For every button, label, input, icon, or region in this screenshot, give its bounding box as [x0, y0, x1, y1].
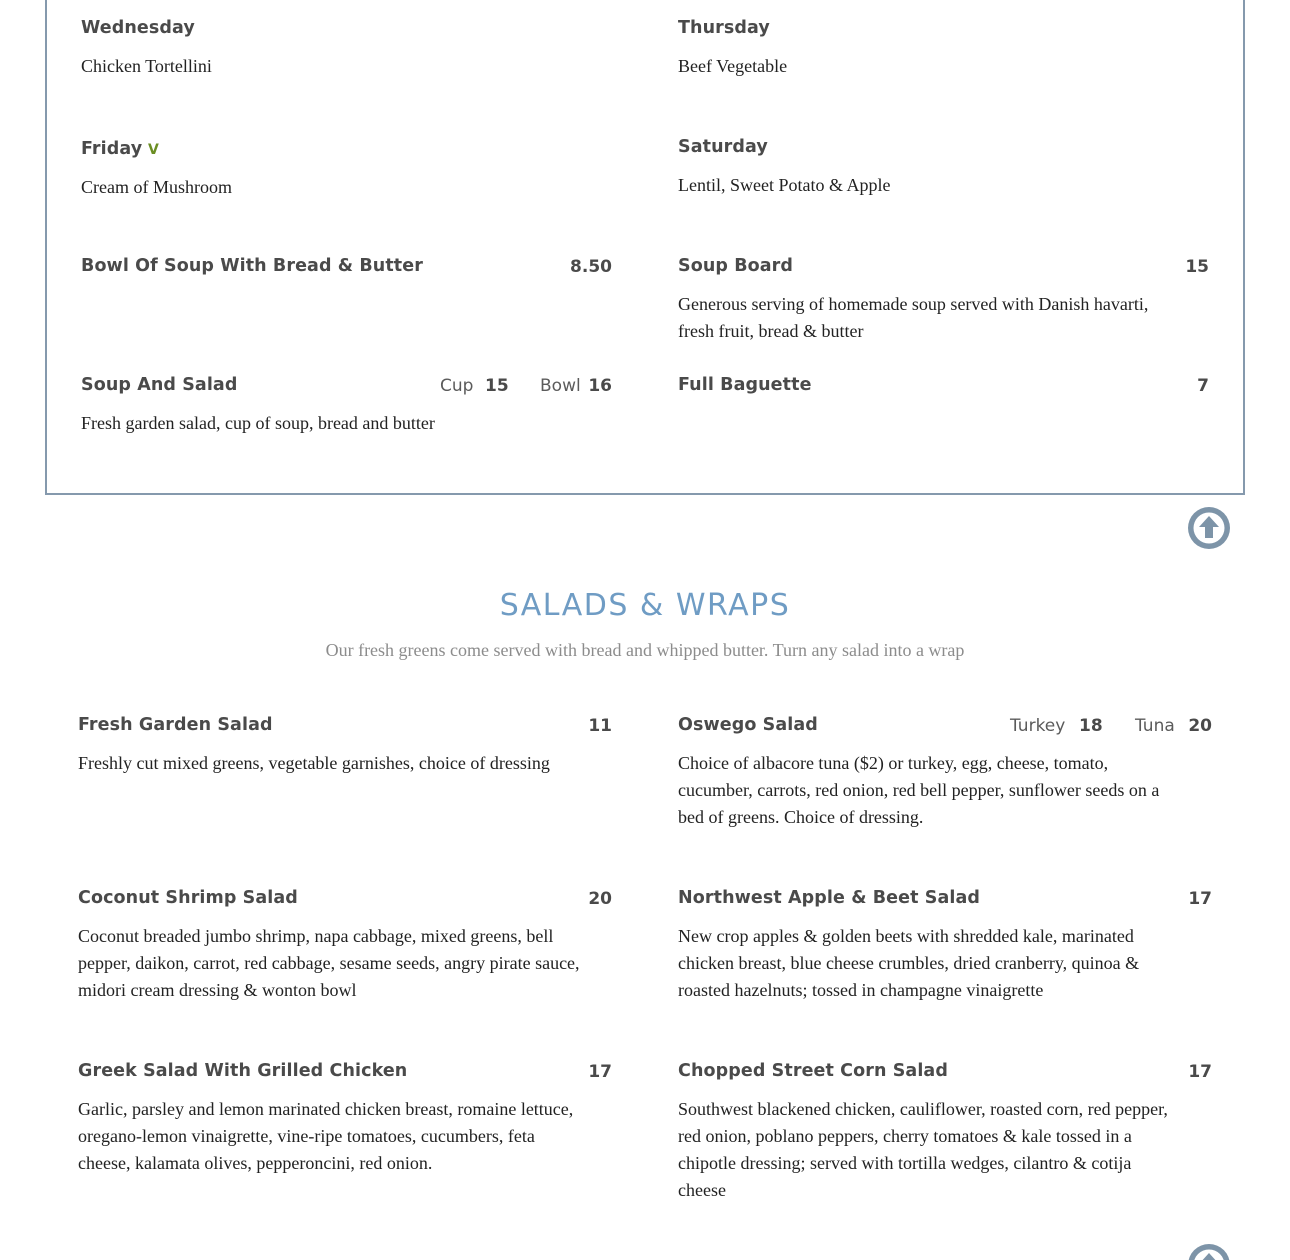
turkey-label: Turkey [1010, 716, 1066, 736]
bowl-label: Bowl [540, 376, 581, 396]
item-name: Oswego Salad [678, 715, 818, 735]
soup-name: Cream of Mushroom [81, 177, 232, 197]
soup-name: Chicken Tortellini [81, 56, 212, 76]
item-description: Southwest blackened chicken, cauliflower, roasted corn, red pepper, red onion, poblano peppers, cherry tomatoes & kale tossed in a chipotle dressing; served with tortilla wedges, cilantro & cotija cheese [678, 1099, 1168, 1200]
item-description: New crop apples & golden beets with shredded kale, marinated chicken breast, blue cheese crumbles, dried cranberry, quinoa & roasted hazelnuts; tossed in champagne vinaigrette [678, 926, 1140, 1000]
arrow-up-circle-icon [1188, 507, 1230, 549]
item-name: Bowl Of Soup With Bread & Butter [81, 256, 423, 276]
item-name: Soup And Salad [81, 375, 238, 395]
item-name: Coconut Shrimp Salad [78, 888, 298, 908]
item-description: Generous serving of homemade soup served with Danish havarti, fresh fruit, bread & butter [678, 294, 1149, 341]
item-price: 15 [1185, 257, 1209, 277]
scroll-to-top-button[interactable] [1188, 1244, 1230, 1260]
soup-day-title: Thursday [678, 18, 770, 38]
cup-price: 15 [485, 376, 509, 396]
item-price: 17 [1188, 889, 1212, 909]
item-description: Fresh garden salad, cup of soup, bread and butter [81, 413, 435, 433]
vegetarian-badge: V [148, 142, 159, 158]
section-subtitle: Our fresh greens come served with bread and whipped butter. Turn any salad into a wrap [325, 640, 965, 660]
soup-name: Beef Vegetable [678, 56, 788, 76]
item-price: 11 [588, 716, 612, 736]
item-price: 20 [588, 889, 612, 909]
item-description: Garlic, parsley and lemon marinated chicken breast, romaine lettuce, oregano-lemon vinaigrette, vine-ripe tomatoes, cucumbers, feta cheese, kalamata olives, pepperoncini, red onion. [78, 1099, 574, 1173]
item-name: Fresh Garden Salad [78, 715, 273, 735]
item-name: Soup Board [678, 256, 794, 276]
scroll-to-top-button[interactable] [1188, 507, 1230, 549]
tuna-price: 20 [1188, 716, 1212, 736]
soup-day-title: Saturday [678, 137, 768, 157]
item-price: 17 [588, 1062, 612, 1082]
tuna-label: Tuna [1135, 716, 1175, 736]
item-price: 8.50 [570, 257, 612, 277]
item-price: 7 [1197, 376, 1209, 396]
item-name: Full Baguette [678, 375, 812, 395]
item-description: Coconut breaded jumbo shrimp, napa cabbage, mixed greens, bell pepper, daikon, carrot, red cabbage, sesame seeds, angry pirate sauce, midori cream dressing & wonton bowl [78, 926, 580, 1000]
soup-name: Lentil, Sweet Potato & Apple [678, 175, 891, 195]
item-name: Chopped Street Corn Salad [678, 1061, 948, 1081]
item-name: Greek Salad With Grilled Chicken [78, 1061, 408, 1081]
cup-label: Cup [440, 376, 474, 396]
bowl-price: 16 [588, 376, 612, 396]
item-description: Choice of albacore tuna ($2) or turkey, egg, cheese, tomato, cucumber, carrots, red onion, red bell pepper, sunflower seeds on a bed of greens. Choice of dressing. [678, 753, 1160, 827]
item-price: 17 [1188, 1062, 1212, 1082]
turkey-price: 18 [1079, 716, 1103, 736]
soup-day-title: Wednesday [81, 18, 195, 38]
arrow-up-circle-icon [1188, 1244, 1230, 1260]
item-name: Northwest Apple & Beet Salad [678, 888, 981, 908]
item-description: Freshly cut mixed greens, vegetable garnishes, choice of dressing [78, 753, 550, 773]
soup-day-title: Friday [81, 139, 143, 159]
section-title: SALADS & WRAPS [499, 588, 791, 623]
